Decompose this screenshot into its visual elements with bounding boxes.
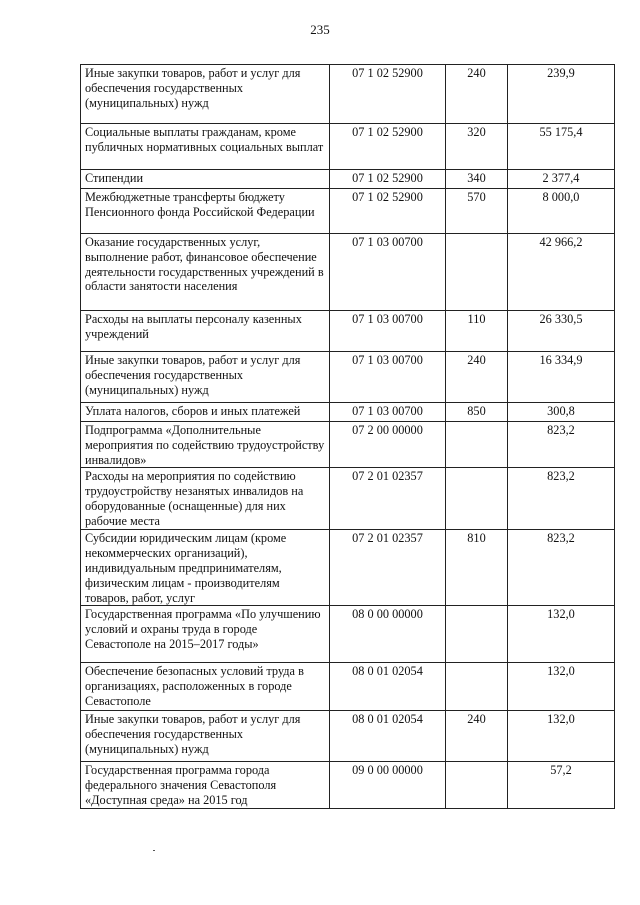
row-code: 07 1 03 00700 bbox=[330, 352, 446, 403]
row-name: Межбюджетные трансферты бюджету Пенсионного фонда Российской Федерации bbox=[81, 189, 330, 234]
table-row bbox=[81, 530, 615, 606]
row-code: 07 2 01 02357 bbox=[330, 468, 446, 530]
row-code: 08 0 01 02054 bbox=[330, 663, 446, 711]
row-expense-type bbox=[446, 762, 508, 809]
table-row bbox=[81, 170, 615, 189]
row-code: 07 1 02 52900 bbox=[330, 189, 446, 234]
row-name: Иные закупки товаров, работ и услуг для обеспечения государственных (муниципальных) нужд bbox=[81, 65, 330, 124]
row-amount: 16 334,9 bbox=[508, 352, 615, 403]
row-expense-type: 810 bbox=[446, 530, 508, 606]
table-row bbox=[81, 311, 615, 352]
row-expense-type: 110 bbox=[446, 311, 508, 352]
row-code: 07 1 03 00700 bbox=[330, 311, 446, 352]
row-code: 09 0 00 00000 bbox=[330, 762, 446, 809]
row-amount: 2 377,4 bbox=[508, 170, 615, 189]
row-expense-type bbox=[446, 234, 508, 311]
row-name: Обеспечение безопасных условий труда в организациях, расположенных в городе Севастополе bbox=[81, 663, 330, 711]
table-row bbox=[81, 124, 615, 170]
row-name: Иные закупки товаров, работ и услуг для обеспечения государственных (муниципальных) нужд bbox=[81, 711, 330, 762]
table-row bbox=[81, 422, 615, 468]
row-amount: 132,0 bbox=[508, 711, 615, 762]
table-row bbox=[81, 663, 615, 711]
row-expense-type bbox=[446, 606, 508, 663]
table-row bbox=[81, 606, 615, 663]
row-expense-type bbox=[446, 468, 508, 530]
budget-table bbox=[80, 64, 615, 809]
page-number: 235 bbox=[310, 22, 330, 37]
row-code: 07 1 02 52900 bbox=[330, 65, 446, 124]
row-name: Подпрограмма «Дополнительные мероприятия по содействию трудоустройству инвалидов» bbox=[81, 422, 330, 468]
row-expense-type: 320 bbox=[446, 124, 508, 170]
table-row bbox=[81, 403, 615, 422]
table-row bbox=[81, 234, 615, 311]
row-name: Иные закупки товаров, работ и услуг для обеспечения государственных (муниципальных) нужд bbox=[81, 352, 330, 403]
table-row bbox=[81, 468, 615, 530]
row-amount: 239,9 bbox=[508, 65, 615, 124]
row-name: Государственная программа города федерального значения Севастополя «Доступная среда» на 2015 год bbox=[81, 762, 330, 809]
row-code: 07 2 01 02357 bbox=[330, 530, 446, 606]
row-amount: 42 966,2 bbox=[508, 234, 615, 311]
row-expense-type bbox=[446, 663, 508, 711]
row-expense-type: 240 bbox=[446, 65, 508, 124]
row-expense-type bbox=[446, 422, 508, 468]
row-amount: 26 330,5 bbox=[508, 311, 615, 352]
scan-speck bbox=[153, 850, 155, 851]
row-amount: 55 175,4 bbox=[508, 124, 615, 170]
row-name: Стипендии bbox=[81, 170, 330, 189]
table-row bbox=[81, 352, 615, 403]
row-code: 07 1 02 52900 bbox=[330, 170, 446, 189]
table-row bbox=[81, 65, 615, 124]
row-name: Оказание государственных услуг, выполнение работ, финансовое обеспечение деятельности государственных учреждений в области занятости населения bbox=[81, 234, 330, 311]
table-row bbox=[81, 711, 615, 762]
row-amount: 300,8 bbox=[508, 403, 615, 422]
row-code: 08 0 00 00000 bbox=[330, 606, 446, 663]
row-amount: 132,0 bbox=[508, 663, 615, 711]
row-expense-type: 340 bbox=[446, 170, 508, 189]
row-amount: 823,2 bbox=[508, 468, 615, 530]
row-name: Уплата налогов, сборов и иных платежей bbox=[81, 403, 330, 422]
row-amount: 823,2 bbox=[508, 422, 615, 468]
table-row bbox=[81, 762, 615, 809]
row-expense-type: 240 bbox=[446, 711, 508, 762]
row-code: 07 1 03 00700 bbox=[330, 403, 446, 422]
table-row bbox=[81, 189, 615, 234]
row-code: 07 1 03 00700 bbox=[330, 234, 446, 311]
row-expense-type: 570 bbox=[446, 189, 508, 234]
row-name: Государственная программа «По улучшению условий и охраны труда в городе Севастополе на 2015–2017 годы» bbox=[81, 606, 330, 663]
row-name: Субсидии юридическим лицам (кроме некоммерческих организаций), индивидуальным предпринимателям, физическим лицам - производителям товаров, работ, услуг bbox=[81, 530, 330, 606]
row-expense-type: 850 bbox=[446, 403, 508, 422]
row-amount: 57,2 bbox=[508, 762, 615, 809]
row-name: Расходы на мероприятия по содействию трудоустройству незанятых инвалидов на оборудованные (оснащенные) для них рабочие места bbox=[81, 468, 330, 530]
row-amount: 823,2 bbox=[508, 530, 615, 606]
row-code: 07 2 00 00000 bbox=[330, 422, 446, 468]
row-name: Расходы на выплаты персоналу казенных учреждений bbox=[81, 311, 330, 352]
row-expense-type: 240 bbox=[446, 352, 508, 403]
row-name: Социальные выплаты гражданам, кроме публичных нормативных социальных выплат bbox=[81, 124, 330, 170]
row-code: 08 0 01 02054 bbox=[330, 711, 446, 762]
row-code: 07 1 02 52900 bbox=[330, 124, 446, 170]
row-amount: 132,0 bbox=[508, 606, 615, 663]
row-amount: 8 000,0 bbox=[508, 189, 615, 234]
